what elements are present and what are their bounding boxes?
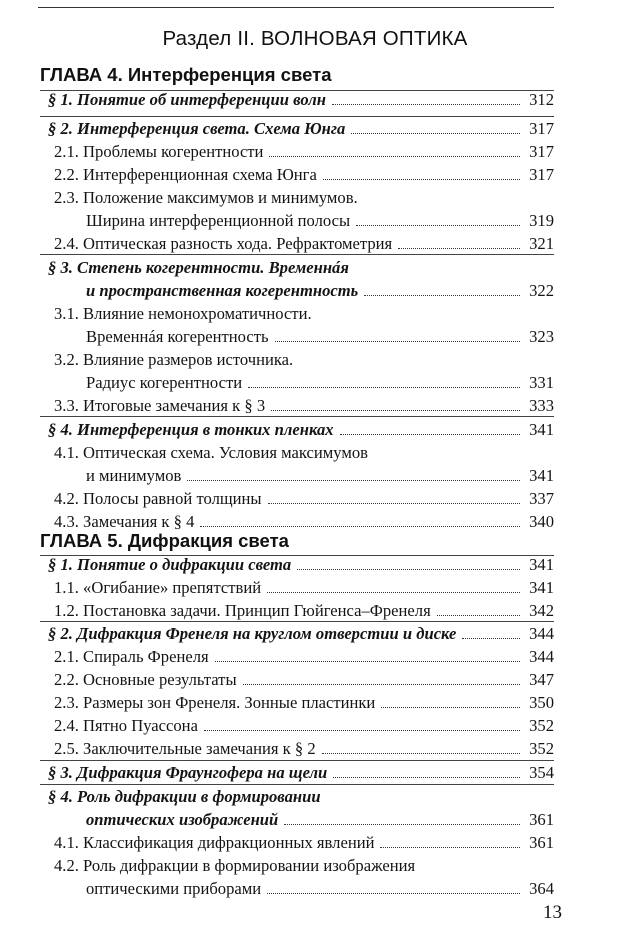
- divider: [40, 416, 554, 417]
- chapter-4-title: ГЛАВА 4. Интерференция света: [40, 64, 332, 85]
- toc-entry-ch4-s3-3[interactable]: [54, 394, 554, 417]
- toc-entry-page: 312: [529, 90, 554, 109]
- toc-entry-title: 2.2. Интерференционная схема Юнга: [54, 165, 317, 184]
- leader-dots: [268, 501, 520, 504]
- toc-entry-ch4-s3-1-line1: 3.1. Влияние немонохроматичности.: [54, 304, 312, 323]
- toc-entry-title: § 2. Интерференция света. Схема Юнга: [48, 119, 346, 138]
- toc-entry-page: 331: [529, 373, 554, 392]
- toc-entry-page: 352: [529, 716, 554, 735]
- toc-entry-ch4-s2-1[interactable]: [54, 140, 554, 163]
- toc-entry-page: 352: [529, 739, 554, 758]
- toc-entry-page: 317: [529, 142, 554, 161]
- toc-entry-title: 3.3. Итоговые замечания к § 3: [54, 396, 266, 415]
- toc-entry-ch5-s2-3[interactable]: [54, 691, 554, 714]
- leader-dots: [267, 891, 520, 894]
- toc-entry-title: § 1. Понятие об интерференции волн: [48, 90, 326, 109]
- leader-dots: [332, 102, 520, 105]
- toc-entry-ch4-s3-1[interactable]: [86, 325, 554, 348]
- toc-entry-ch4-s2-4[interactable]: [54, 232, 554, 255]
- section-title: Раздел II. ВОЛНОВАЯ ОПТИКА: [162, 27, 468, 50]
- leader-dots: [364, 293, 520, 296]
- toc-entry-title: Ширина интерференционной полосы: [86, 211, 351, 230]
- toc-entry-ch5-s4-2[interactable]: [86, 877, 554, 900]
- toc-entry-title: 1.1. «Огибание» препятствий: [54, 578, 262, 597]
- toc-entry-page: 323: [529, 327, 554, 346]
- toc-entry-ch5-s4-1[interactable]: [54, 831, 554, 854]
- leader-dots: [267, 590, 520, 593]
- toc-entry-ch4-s4-1-line1: 4.1. Оптическая схема. Условия максимумов: [54, 443, 368, 462]
- leader-dots: [284, 822, 520, 825]
- divider: [40, 254, 554, 255]
- toc-entry-page: 354: [529, 763, 554, 782]
- toc-entry-page: 347: [529, 670, 554, 689]
- toc-entry-page: 361: [529, 833, 554, 852]
- toc-entry-ch5-s1-1[interactable]: [54, 576, 554, 599]
- toc-entry-ch4-s1[interactable]: [48, 88, 554, 111]
- toc-entry-title: § 3. Дифракция Фраунгофера на щели: [48, 763, 328, 782]
- toc-entry-title: § 2. Дифракция Френеля на круглом отверстии и диске: [48, 624, 457, 643]
- toc-entry-page: 364: [529, 879, 554, 898]
- toc-entry-ch4-s2[interactable]: [48, 117, 554, 140]
- toc-entry-title: § 4. Интерференция в тонких пленках: [48, 420, 334, 439]
- leader-dots: [323, 177, 520, 180]
- toc-entry-title: оптическими приборами: [86, 879, 262, 898]
- toc-entry-title: § 1. Понятие о дифракции света: [48, 555, 292, 574]
- leader-dots: [204, 728, 520, 731]
- toc-entry-title: 4.3. Замечания к § 4: [54, 512, 195, 531]
- toc-entry-ch5-s1-2[interactable]: [54, 599, 554, 622]
- toc-entry-ch4-s4-1[interactable]: [86, 464, 554, 487]
- toc-entry-ch4-s3-2[interactable]: [86, 371, 554, 394]
- toc-entry-ch5-s4-line1: § 4. Роль дифракции в формировании: [48, 787, 321, 806]
- toc-entry-title: 2.4. Оптическая разность хода. Рефрактометрия: [54, 234, 393, 253]
- toc-entry-title: 2.2. Основные результаты: [54, 670, 237, 689]
- toc-entry-ch5-s1[interactable]: [48, 553, 554, 576]
- toc-entry-title: и минимумов: [86, 466, 182, 485]
- leader-dots: [462, 636, 520, 639]
- toc-entry-page: 322: [529, 281, 554, 300]
- toc-entry-title: 1.2. Постановка задачи. Принцип Гюйгенса–Френеля: [54, 601, 431, 620]
- toc-entry-page: 317: [529, 119, 554, 138]
- leader-dots: [269, 154, 520, 157]
- toc-entry-ch5-s4-2-line1: 4.2. Роль дифракции в формировании изображения: [54, 856, 416, 875]
- leader-dots: [437, 613, 520, 616]
- leader-dots: [351, 131, 520, 134]
- toc-entry-page: 344: [529, 624, 554, 643]
- toc-entry-title: оптических изображений: [86, 810, 279, 829]
- toc-entry-page: 361: [529, 810, 554, 829]
- toc-entry-page: 321: [529, 234, 554, 253]
- toc-entry-ch4-s3-line1: § 3. Степень когерентности. Временнáя: [48, 258, 349, 277]
- toc-entry-ch5-s2-1[interactable]: [54, 645, 554, 668]
- toc-entry-ch4-s3[interactable]: [86, 279, 554, 302]
- toc-entry-ch4-s2-2[interactable]: [54, 163, 554, 186]
- leader-dots: [248, 385, 520, 388]
- leader-dots: [322, 751, 520, 754]
- toc-entry-title: 2.4. Пятно Пуассона: [54, 716, 198, 735]
- toc-entry-ch5-s3[interactable]: [48, 761, 554, 784]
- leader-dots: [200, 524, 520, 527]
- toc-entry-title: 2.3. Размеры зон Френеля. Зонные пластинки: [54, 693, 376, 712]
- toc-entry-page: 341: [529, 555, 554, 574]
- toc-entry-ch5-s2-5[interactable]: [54, 737, 554, 760]
- leader-dots: [380, 845, 520, 848]
- leader-dots: [333, 775, 520, 778]
- toc-entry-page: 319: [529, 211, 554, 230]
- chapter-5-title: ГЛАВА 5. Дифракция света: [40, 530, 289, 551]
- leader-dots: [187, 478, 520, 481]
- toc-entry-page: 341: [529, 578, 554, 597]
- toc-entry-title: Временнáя когерентность: [86, 327, 269, 346]
- leader-dots: [243, 682, 520, 685]
- leader-dots: [398, 246, 520, 249]
- toc-entry-ch4-s2-3-line1: 2.3. Положение максимумов и минимумов.: [54, 188, 358, 207]
- toc-entry-page: 337: [529, 489, 554, 508]
- leader-dots: [381, 705, 520, 708]
- toc-entry-ch5-s4[interactable]: [86, 808, 554, 831]
- leader-dots: [356, 223, 520, 226]
- toc-entry-page: 341: [529, 466, 554, 485]
- toc-entry-ch4-s4-2[interactable]: [54, 487, 554, 510]
- toc-entry-page: 350: [529, 693, 554, 712]
- leader-dots: [275, 339, 520, 342]
- toc-entry-page: 342: [529, 601, 554, 620]
- toc-entry-ch4-s2-3[interactable]: [86, 209, 554, 232]
- toc-entry-ch5-s2[interactable]: [48, 622, 554, 645]
- toc-entry-ch5-s2-2[interactable]: [54, 668, 554, 691]
- toc-entry-title: 2.1. Спираль Френеля: [54, 647, 209, 666]
- top-rule: [38, 7, 554, 8]
- toc-entry-page: 340: [529, 512, 554, 531]
- toc-entry-page: 344: [529, 647, 554, 666]
- toc-entry-title: и пространственная когерентность: [86, 281, 359, 300]
- toc-entry-title: 4.1. Классификация дифракционных явлений: [54, 833, 375, 852]
- leader-dots: [271, 408, 520, 411]
- toc-entry-page: 317: [529, 165, 554, 184]
- leader-dots: [215, 659, 520, 662]
- toc-entry-page: 333: [529, 396, 554, 415]
- page-number: 13: [543, 902, 562, 923]
- toc-entry-ch5-s2-4[interactable]: [54, 714, 554, 737]
- toc-entry-title: 4.2. Полосы равной толщины: [54, 489, 262, 508]
- leader-dots: [297, 567, 520, 570]
- toc-entry-page: 341: [529, 420, 554, 439]
- toc-entry-ch4-s4[interactable]: [48, 418, 554, 441]
- toc-entry-ch4-s3-2-line1: 3.2. Влияние размеров источника.: [54, 350, 294, 369]
- leader-dots: [340, 432, 520, 435]
- toc-entry-title: Радиус когерентности: [86, 373, 243, 392]
- toc-entry-title: 2.1. Проблемы когерентности: [54, 142, 264, 161]
- toc-entry-title: 2.5. Заключительные замечания к § 2: [54, 739, 316, 758]
